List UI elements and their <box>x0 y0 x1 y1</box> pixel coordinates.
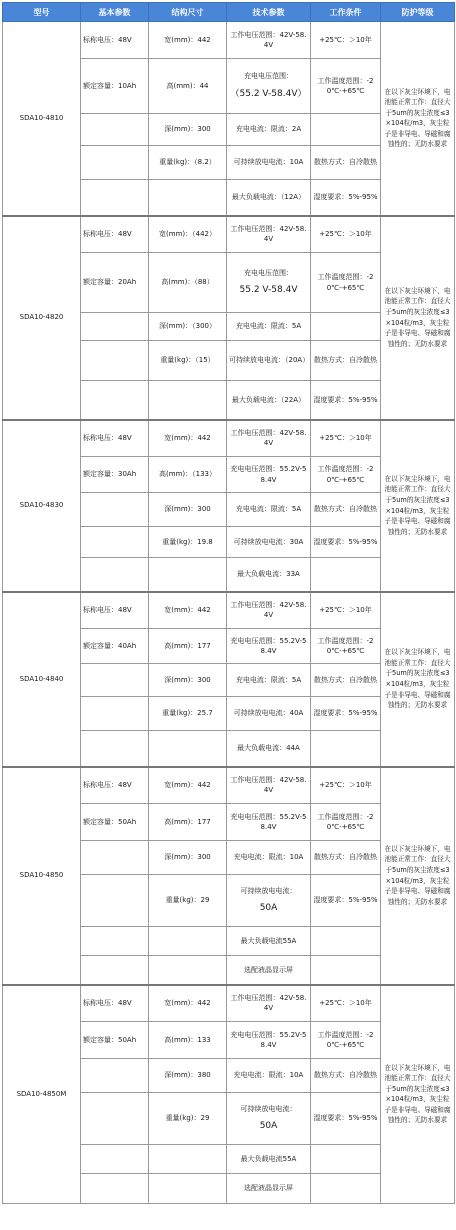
tech-param-text: 工作电压范围：42V-58.4V <box>230 601 307 620</box>
model-cell: SDA10-4850 <box>3 767 81 985</box>
tech-param-cell <box>227 804 311 841</box>
tech-param-text: 可持续放电电流：30A <box>233 537 304 546</box>
struct-size-cell: 高(mm)：133 <box>149 1022 227 1059</box>
struct-size-cell <box>149 927 227 956</box>
basic-param-cell <box>81 1059 149 1093</box>
tech-param-cell <box>227 146 311 180</box>
work-condition-cell: +25℃：＞10年 <box>311 216 381 253</box>
basic-param-cell <box>81 1093 149 1145</box>
table-row <box>3 22 455 59</box>
basic-param-cell: 标称电压：48V <box>81 985 149 1022</box>
model-cell: SDA10-4830 <box>3 420 81 592</box>
basic-param-cell <box>81 841 149 875</box>
work-condition-cell: 湿度要求：5%-95% <box>311 180 381 216</box>
tech-param-text: 最大负载电流：33A <box>237 570 300 579</box>
struct-size-cell: 深(mm)：300 <box>149 664 227 697</box>
protection-cell: 在以下灰尘环境下，电池能正常工作：直径大于5um的灰尘浓度≤3×104粒/m3，灰尘粒子是非导电、导磁和腐蚀性的；无防水要求 <box>381 985 455 1204</box>
tech-param-cell <box>227 731 311 767</box>
basic-param-cell: 额定容量：30Ah <box>81 457 149 493</box>
tech-param-text: 充电电压范围：55.2V-58.4V <box>230 1030 307 1049</box>
basic-param-cell <box>81 180 149 216</box>
struct-size-cell: 高(mm)：（88） <box>149 253 227 313</box>
basic-param-cell: 标称电压：48V <box>81 22 149 59</box>
struct-size-cell: 重量(kg)：（15） <box>149 341 227 381</box>
work-condition-cell: 工作温度范围：-20℃-+65℃ <box>311 457 381 493</box>
tech-param-cell <box>227 253 311 313</box>
struct-size-cell: 重量(kg)：（8.2） <box>149 146 227 180</box>
model-cell: SDA10-4850M <box>3 985 81 1204</box>
header-protection: 防护等级 <box>381 3 455 22</box>
work-condition-cell: 散热方式：自冷散热 <box>311 493 381 527</box>
struct-size-cell: 重量(kg)：29 <box>149 875 227 927</box>
basic-param-cell <box>81 114 149 146</box>
tech-param-cell <box>227 216 311 253</box>
basic-param-cell <box>81 731 149 767</box>
tech-param-text: 可持续放电电流： <box>240 1104 297 1113</box>
table-row <box>3 216 455 253</box>
basic-param-cell: 额定容量：20Ah <box>81 253 149 313</box>
struct-size-cell: 重量(kg)：19.8 <box>149 527 227 558</box>
struct-size-cell <box>149 956 227 985</box>
struct-size-cell <box>149 558 227 592</box>
struct-size-cell <box>149 180 227 216</box>
work-condition-cell <box>311 558 381 592</box>
protection-cell: 在以下灰尘环境下，电池能正常工作：直径大于5um的灰尘浓度≤3×104粒/m3，灰尘粒子是非导电、导磁和腐蚀性的；无防水要求 <box>381 216 455 420</box>
work-condition-cell: +25℃：＞10年 <box>311 592 381 629</box>
tech-param-cell <box>227 1022 311 1059</box>
tech-param-text: 可持续放电电流： <box>240 886 297 895</box>
tech-param-cell <box>227 1059 311 1093</box>
work-condition-cell <box>311 114 381 146</box>
work-condition-cell: 湿度要求：5%-95% <box>311 527 381 558</box>
tech-param-cell <box>227 558 311 592</box>
tech-param-cell <box>227 341 311 381</box>
work-condition-cell: 工作温度范围：-20℃-+65℃ <box>311 253 381 313</box>
basic-param-cell <box>81 341 149 381</box>
tech-param-cell <box>227 629 311 664</box>
header-row <box>3 3 455 22</box>
struct-size-cell: 重量(kg)：29 <box>149 1093 227 1145</box>
struct-size-cell: 深(mm)：300 <box>149 493 227 527</box>
struct-size-cell: 深(mm)：380 <box>149 1059 227 1093</box>
tech-param-text: 可持续放电电流：10A <box>233 158 304 167</box>
tech-param-value: 55.2 V-58.4V <box>239 285 298 296</box>
tech-param-text: 充电电流：限流：5A <box>235 505 302 514</box>
basic-param-cell <box>81 697 149 731</box>
tech-param-cell <box>227 381 311 420</box>
basic-param-cell <box>81 664 149 697</box>
work-condition-cell: 散热方式：自冷散热 <box>311 1059 381 1093</box>
tech-param-text: 充电电压范围：55.2V-58.4V <box>230 812 307 831</box>
basic-param-cell: 额定容量：40Ah <box>81 629 149 664</box>
tech-param-cell <box>227 1174 311 1204</box>
work-condition-cell <box>311 731 381 767</box>
struct-size-cell <box>149 381 227 420</box>
struct-size-cell: 高(mm)：44 <box>149 59 227 114</box>
tech-param-value: （55.2 V-58.4V） <box>230 88 307 99</box>
model-cell: SDA10-4840 <box>3 592 81 767</box>
basic-param-cell <box>81 927 149 956</box>
basic-param-cell <box>81 493 149 527</box>
header-struct: 结构尺寸 <box>149 3 227 22</box>
tech-param-cell <box>227 457 311 493</box>
work-condition-cell: 散热方式：自冷散热 <box>311 146 381 180</box>
basic-param-cell: 标称电压：48V <box>81 767 149 804</box>
tech-param-text: 工作电压范围：42V-58.4V <box>230 429 307 448</box>
tech-param-text: 最大负载电流：（22A） <box>231 395 306 404</box>
tech-param-text: 最大负载电流：44A <box>237 744 300 753</box>
work-condition-cell: 散热方式：自冷散热 <box>311 664 381 697</box>
basic-param-cell: 额定容量：50Ah <box>81 1022 149 1059</box>
tech-param-cell <box>227 22 311 59</box>
struct-size-cell <box>149 731 227 767</box>
struct-size-cell: 深(mm)：（300） <box>149 313 227 341</box>
tech-param-text: 选配液晶显示屏 <box>244 1184 293 1193</box>
header-tech: 技术参数 <box>227 3 311 22</box>
tech-param-cell <box>227 664 311 697</box>
tech-param-text: 选配液晶显示屏 <box>244 965 293 974</box>
tech-param-cell <box>227 841 311 875</box>
basic-param-cell <box>81 527 149 558</box>
basic-param-cell <box>81 875 149 927</box>
work-condition-cell: +25℃：＞10年 <box>311 22 381 59</box>
work-condition-cell <box>311 1174 381 1204</box>
basic-param-cell <box>81 1174 149 1204</box>
tech-param-cell <box>227 875 311 927</box>
tech-param-text: 充电电流：限流：5A <box>235 675 302 684</box>
table-row <box>3 420 455 457</box>
tech-param-cell <box>227 59 311 114</box>
tech-param-value: 50A <box>259 903 278 914</box>
work-condition-cell: +25℃：＞10年 <box>311 420 381 457</box>
work-condition-cell: 湿度要求：5%-95% <box>311 1093 381 1145</box>
basic-param-cell: 标称电压：48V <box>81 420 149 457</box>
basic-param-cell: 标称电压：48V <box>81 592 149 629</box>
basic-param-cell <box>81 558 149 592</box>
work-condition-cell: +25℃：＞10年 <box>311 985 381 1022</box>
basic-param-cell <box>81 956 149 985</box>
basic-param-cell <box>81 146 149 180</box>
struct-size-cell <box>149 1174 227 1204</box>
struct-size-cell: 宽(mm)：442 <box>149 22 227 59</box>
struct-size-cell: 宽(mm)：442 <box>149 985 227 1022</box>
struct-size-cell: 高(mm)：177 <box>149 804 227 841</box>
tech-param-value: 50A <box>259 1121 278 1132</box>
spec-table-body <box>3 22 455 1204</box>
tech-param-text: 充电电压范围： <box>244 268 293 277</box>
work-condition-cell: 散热方式：自冷散热 <box>311 841 381 875</box>
work-condition-cell: 湿度要求：5%-95% <box>311 697 381 731</box>
tech-param-text: 充电电流：限流：2A <box>235 125 302 134</box>
work-condition-cell: 湿度要求：5%-95% <box>311 875 381 927</box>
tech-param-text: 工作电压范围：42V-58.4V <box>230 30 307 49</box>
work-condition-cell <box>311 927 381 956</box>
tech-param-cell <box>227 592 311 629</box>
tech-param-cell <box>227 767 311 804</box>
tech-param-text: 充电电压范围：55.2V-58.4V <box>230 465 307 484</box>
tech-param-text: 工作电压范围：42V-58.4V <box>230 776 307 795</box>
work-condition-cell: 工作温度范围：-20℃-+65℃ <box>311 1022 381 1059</box>
tech-param-text: 可持续放电电流：（20A） <box>229 356 310 365</box>
work-condition-cell: 工作温度范围：-20℃-+65℃ <box>311 629 381 664</box>
basic-param-cell <box>81 313 149 341</box>
tech-param-text: 充电电流：限流：10A <box>233 1071 304 1080</box>
tech-param-text: 工作电压范围：42V-58.4V <box>230 994 307 1013</box>
tech-param-text: 可持续放电电流：40A <box>233 709 304 718</box>
tech-param-cell <box>227 180 311 216</box>
work-condition-cell <box>311 1145 381 1174</box>
struct-size-cell: 重量(kg)：25.7 <box>149 697 227 731</box>
spec-table <box>2 2 455 1204</box>
tech-param-cell <box>227 420 311 457</box>
tech-param-text: 充电电流：限流：5A <box>235 322 302 331</box>
protection-cell: 在以下灰尘环境下，电池能正常工作：直径大于5um的灰尘浓度≤3×104粒/m3，灰尘粒子是非导电、导磁和腐蚀性的；无防水要求 <box>381 22 455 216</box>
tech-param-cell <box>227 956 311 985</box>
struct-size-cell: 宽(mm)：442 <box>149 592 227 629</box>
table-row <box>3 592 455 629</box>
tech-param-cell <box>227 114 311 146</box>
protection-cell: 在以下灰尘环境下，电池能正常工作：直径大于5um的灰尘浓度≤3×104粒/m3，灰尘粒子是非导电、导磁和腐蚀性的；无防水要求 <box>381 592 455 767</box>
work-condition-cell: +25℃：＞10年 <box>311 767 381 804</box>
basic-param-cell <box>81 1145 149 1174</box>
protection-cell: 在以下灰尘环境下，电池能正常工作：直径大于5um的灰尘浓度≤3×104粒/m3，灰尘粒子是非导电、导磁和腐蚀性的；无防水要求 <box>381 420 455 592</box>
work-condition-cell: 散热方式：自冷散热 <box>311 341 381 381</box>
model-cell: SDA10-4810 <box>3 22 81 216</box>
struct-size-cell <box>149 1145 227 1174</box>
tech-param-cell <box>227 1093 311 1145</box>
work-condition-cell <box>311 313 381 341</box>
tech-param-text: 工作电压范围：42V-58.4V <box>230 225 307 244</box>
header-basic: 基本参数 <box>81 3 149 22</box>
model-cell: SDA10-4820 <box>3 216 81 420</box>
tech-param-cell <box>227 527 311 558</box>
struct-size-cell: 宽(mm)：442 <box>149 420 227 457</box>
table-row <box>3 985 455 1022</box>
struct-size-cell: 高(mm)：（133） <box>149 457 227 493</box>
basic-param-cell <box>81 381 149 420</box>
table-row <box>3 767 455 804</box>
tech-param-cell <box>227 313 311 341</box>
struct-size-cell: 宽(mm)：（442） <box>149 216 227 253</box>
struct-size-cell: 高(mm)：177 <box>149 629 227 664</box>
tech-param-text: 最大负载电流55A <box>240 936 297 945</box>
work-condition-cell <box>311 956 381 985</box>
tech-param-text: 充电电压范围：55.2V-58.4V <box>230 636 307 655</box>
tech-param-text: 充电电压范围： <box>244 72 293 81</box>
struct-size-cell: 深(mm)：300 <box>149 841 227 875</box>
tech-param-text: 充电电流：限流：10A <box>233 853 304 862</box>
struct-size-cell: 宽(mm)：442 <box>149 767 227 804</box>
tech-param-cell <box>227 493 311 527</box>
struct-size-cell: 深(mm)：300 <box>149 114 227 146</box>
basic-param-cell: 额定容量：10Ah <box>81 59 149 114</box>
header-cond: 工作条件 <box>311 3 381 22</box>
tech-param-cell <box>227 1145 311 1174</box>
header-model: 型号 <box>3 3 81 22</box>
work-condition-cell: 工作温度范围：-20℃-+65℃ <box>311 59 381 114</box>
protection-cell: 在以下灰尘环境下，电池能正常工作：直径大于5um的灰尘浓度≤3×104粒/m3，灰尘粒子是非导电、导磁和腐蚀性的；无防水要求 <box>381 767 455 985</box>
basic-param-cell: 额定容量：50Ah <box>81 804 149 841</box>
tech-param-cell <box>227 697 311 731</box>
tech-param-text: 最大负载电流55A <box>240 1154 297 1163</box>
tech-param-cell <box>227 985 311 1022</box>
tech-param-cell <box>227 927 311 956</box>
basic-param-cell: 标称电压：48V <box>81 216 149 253</box>
tech-param-text: 最大负载电流：（12A） <box>231 193 306 202</box>
work-condition-cell: 湿度要求：5%-95% <box>311 381 381 420</box>
work-condition-cell: 工作温度范围：-20℃-+65℃ <box>311 804 381 841</box>
